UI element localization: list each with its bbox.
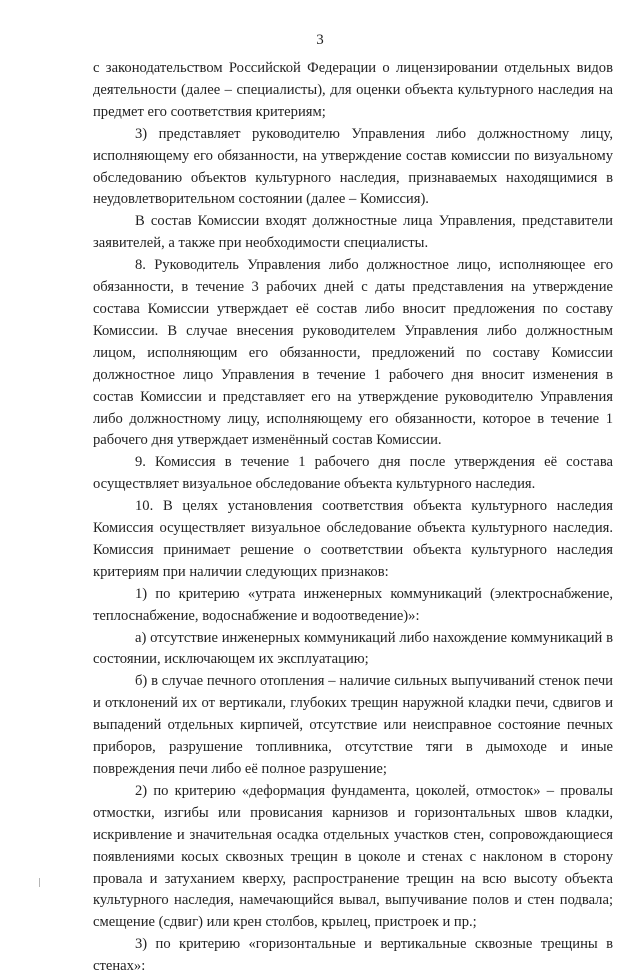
paragraph-commission-composition: В состав Комиссии входят должностные лица Управления, представители заявителей, а также при необходимости специалисты. xyxy=(93,213,613,252)
document-body xyxy=(93,58,613,978)
page-number: 3 xyxy=(316,32,324,48)
paragraph-clause-8: 8. Руководитель Управления либо должностное лицо, исполняющее его обязанности, в течение 3 рабочих дней с даты представления на утверждение состава Комиссии утверждает её состав либо вносит предложения по составу Комиссии. В случае внесения руководителем Управления либо должностным лицом, исполняющим его обязанности, предложений по составу Комиссии должностное лицо Управления в течение 1 рабочего дня вносит изменения в состав Комиссии и представляет его на утверждение руководителю Управления либо должностному лицу, исполняющему его обязанности, которое в течение 1 рабочего дня утверждает изменённый состав Комиссии. xyxy=(93,257,613,449)
paragraph-criterion-1a: а) отсутствие инженерных коммуникаций либо нахождение коммуникаций в состоянии, исключающем их эксплуатацию; xyxy=(93,629,613,668)
paragraph-criterion-3: 3) по критерию «горизонтальные и вертикальные сквозные трещины в стенах»: xyxy=(93,936,613,975)
scan-margin-mark xyxy=(39,878,40,887)
paragraph-clause-10: 10. В целях установления соответствия объекта культурного наследия Комиссия осуществляет визуальное обследование объекта культурного наследия. Комиссия принимает решение о соответствии объекта культурного наследия критериям при наличии следующих признаков: xyxy=(93,498,613,580)
paragraph-clause-9: 9. Комиссия в течение 1 рабочего дня после утверждения её состава осуществляет визуальное обследование объекта культурного наследия. xyxy=(93,454,613,493)
paragraph-continuation: с законодательством Российской Федерации о лицензировании отдельных видов деятельности (далее – специалисты), для оценки объекта культурного наследия на предмет его соответствия критериям; xyxy=(93,60,613,120)
paragraph-criterion-1: 1) по критерию «утрата инженерных коммуникаций (электроснабжение, теплоснабжение, водоснабжение и водоотведение)»: xyxy=(93,585,613,624)
paragraph-criterion-1b: б) в случае печного отопления – наличие сильных выпучиваний стенок печи и отклонений их от вертикали, глубоких трещин наружной кладки печи, сдвигов и выпадений отдельных кирпичей, отсутствие или неисправное состояние печных приборов, разрушение топливника, отсутствие тяги в дымоходе и иные повреждения печи либо её полное разрушение; xyxy=(93,673,613,777)
paragraph-criterion-2: 2) по критерию «деформация фундамента, цоколей, отмосток» – провалы отмостки, изгибы или провисания карнизов и горизонтальных швов кладки, искривление и значительная осадка отдельных участков стен, сопровождающиеся появлениями косых сквозных трещин в цоколе и стенах с наклоном в сторону провала и затуханием кверху, распространение трещин на всю высоту объекта культурного наследия, намечающийся вывал, выпучивание полов и стен подвала; смещение (сдвиг) или крен столбов, крылец, пристроек и пр.; xyxy=(93,782,613,931)
paragraph-item-3: 3) представляет руководителю Управления либо должностному лицу, исполняющему его обязанности, на утверждение состав комиссии по визуальному обследованию объектов культурного наследия, признаваемых находящимися в неудовлетворительном состоянии (далее – Комиссия). xyxy=(93,125,613,208)
